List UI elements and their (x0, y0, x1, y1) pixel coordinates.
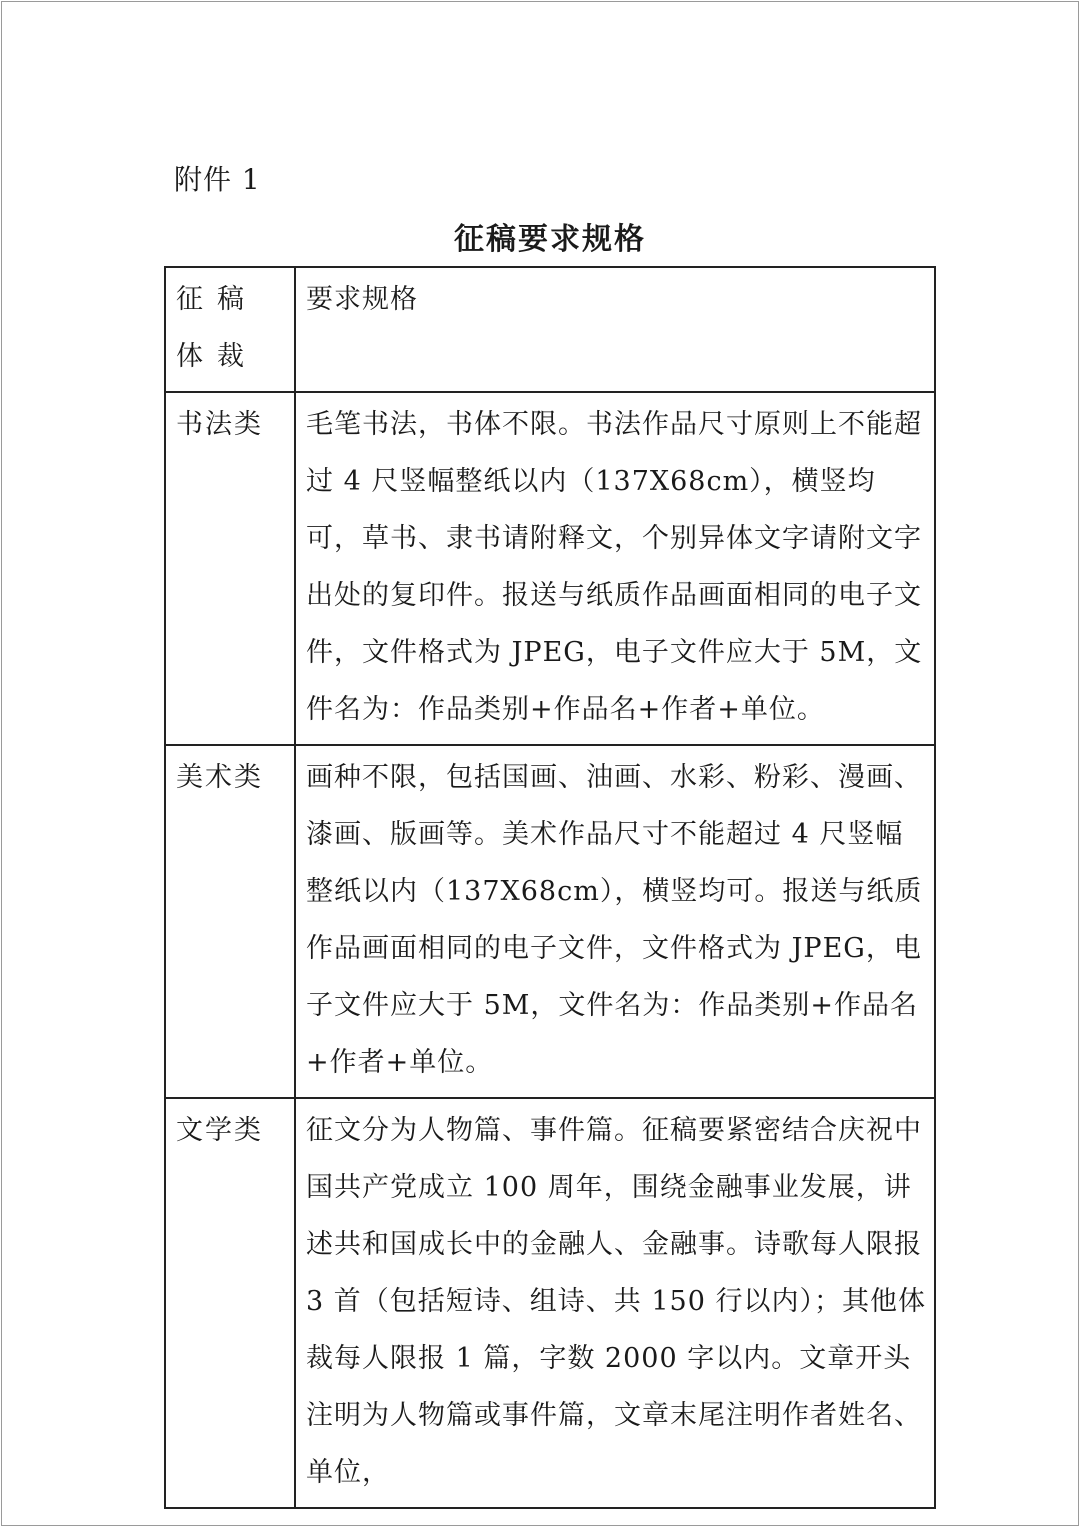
header-genre-cell: 征稿体裁 (165, 267, 295, 392)
genre-cell-literature: 文学类 (165, 1098, 295, 1508)
table-row (165, 1098, 935, 1508)
table-header-row (165, 267, 935, 392)
document-title: 征稿要求规格 (454, 222, 646, 257)
genre-cell-calligraphy: 书法类 (165, 392, 295, 745)
requirements-cell-literature: 征文分为人物篇、事件篇。征稿要紧密结合庆祝中国共产党成立 100 周年，围绕金融事业发展，讲述共和国成长中的金融人、金融事。诗歌每人限报 3 首（包括短诗、组诗、共 150 行以内）；其他体裁每人限报 1 篇，字数 2000 字以内。文章开头注明为人物篇或事件篇，文章末尾注明作者姓名、单位， (295, 1098, 935, 1508)
requirements-cell-calligraphy: 毛笔书法，书体不限。书法作品尺寸原则上不能超过 4 尺竖幅整纸以内（137X68cm），横竖均可，草书、隶书请附释文，个别异体文字请附文字出处的复印件。报送与纸质作品画面相同的电子文件，文件格式为 JPEG，电子文件应大于 5M，文件名为：作品类别+作品名+作者+单位。 (295, 392, 935, 745)
requirements-cell-fine-arts: 画种不限，包括国画、油画、水彩、粉彩、漫画、漆画、版画等。美术作品尺寸不能超过 4 尺竖幅整纸以内（137X68cm），横竖均可。报送与纸质作品画面相同的电子文件，文件格式为 JPEG，电子文件应大于 5M，文件名为：作品类别+作品名+作者+单位。 (295, 745, 935, 1098)
attachment-label: 附件 1 (174, 163, 261, 196)
table-row (165, 745, 935, 1098)
header-requirements-cell: 要求规格 (295, 267, 935, 392)
genre-cell-fine-arts: 美术类 (165, 745, 295, 1098)
spec-table (164, 266, 936, 1509)
table-row (165, 392, 935, 745)
